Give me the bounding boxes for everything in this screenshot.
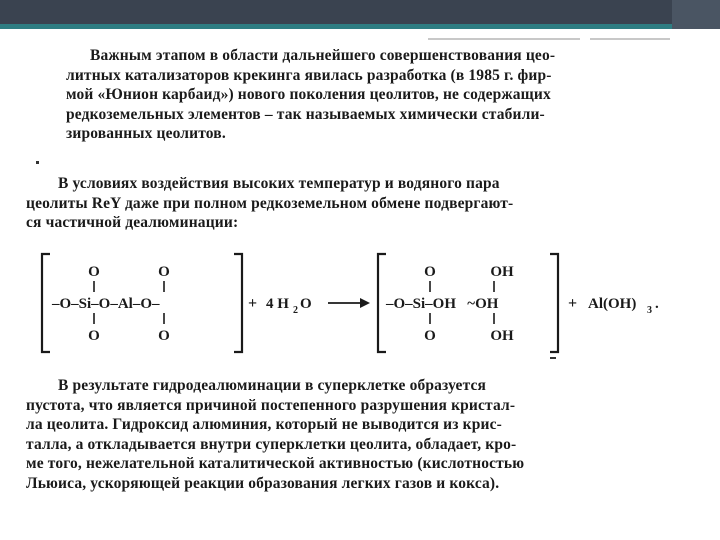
product-subscript: 3 <box>647 305 652 316</box>
paragraph-line: ме того, нежелательной каталитической активностью (кислотностью <box>26 455 525 472</box>
paragraph-line: цеолиты ReY даже при полном редкоземельном обмене подвергают- <box>26 194 514 212</box>
paragraph-line: Льюиса, ускоряющей реакции образования легких газов и кокса). <box>26 474 500 492</box>
right-top-o: O <box>424 264 436 280</box>
stray-mark <box>36 161 39 164</box>
deco-line-right <box>590 38 670 40</box>
left-bottom-o: O <box>88 328 100 344</box>
stray-mark <box>550 357 556 359</box>
paragraph-result <box>26 376 524 493</box>
right-chain: –O–Si–OH ~OH <box>386 296 499 312</box>
paragraph-line: талла, а откладывается внутри суперклетки цеолита, обладает, кро- <box>26 435 517 453</box>
paragraph-line: В условиях воздействия высоких температур и водяного пара <box>58 175 500 192</box>
paragraph-line: Важным этапом в области дальнейшего совершенствования цео- <box>90 47 556 64</box>
right-bottom-o: O <box>424 328 436 344</box>
paragraph-line: пустота, что является причиной постепенного разрушения кристал- <box>26 396 516 414</box>
paragraph-line: редкоземельных элементов – так называемых химически стабили- <box>66 105 545 123</box>
right-bracket-close <box>550 254 558 352</box>
paragraph-line: ся частичной деалюминации: <box>26 214 239 231</box>
arrow-head <box>360 298 370 308</box>
plus-sign: + <box>568 295 578 312</box>
plus-sign: + <box>248 295 258 312</box>
chemical-equation <box>36 248 696 358</box>
deco-line-left <box>428 38 580 40</box>
right-top-oh: OH <box>490 264 514 280</box>
left-chain: –O–Si–O–Al–O– <box>52 296 160 312</box>
paragraph-line: литных катализаторов крекинга явилась разработка (в 1985 г. фир- <box>66 66 552 84</box>
left-top-o: O <box>158 264 170 280</box>
paragraph-line: мой «Юнион карбаид») нового поколения цеолитов, не содержащих <box>66 86 551 103</box>
product-period: . <box>655 296 659 312</box>
slide-header-accent <box>0 24 720 29</box>
paragraph-dealumination <box>26 174 513 233</box>
product-term: Al(OH) <box>588 296 637 312</box>
left-top-o: O <box>88 264 100 280</box>
paragraph-intro <box>66 46 556 144</box>
left-bottom-o: O <box>158 328 170 344</box>
water-subscript: 2 <box>293 305 298 316</box>
water-o: O <box>300 296 312 312</box>
right-bracket-open <box>378 254 386 352</box>
slide-corner-shape <box>672 0 720 29</box>
slide-header-bar <box>0 0 720 24</box>
water-term: 4 H <box>266 296 289 312</box>
right-bottom-oh: OH <box>490 328 514 344</box>
paragraph-line: ла цеолита. Гидроксид алюминия, который не выводится из крис- <box>26 416 502 433</box>
paragraph-line: зированных цеолитов. <box>66 125 226 142</box>
paragraph-line: В результате гидродеалюминации в суперклетке образуется <box>58 377 487 394</box>
left-bracket-close <box>234 254 242 352</box>
left-bracket-open <box>42 254 50 352</box>
